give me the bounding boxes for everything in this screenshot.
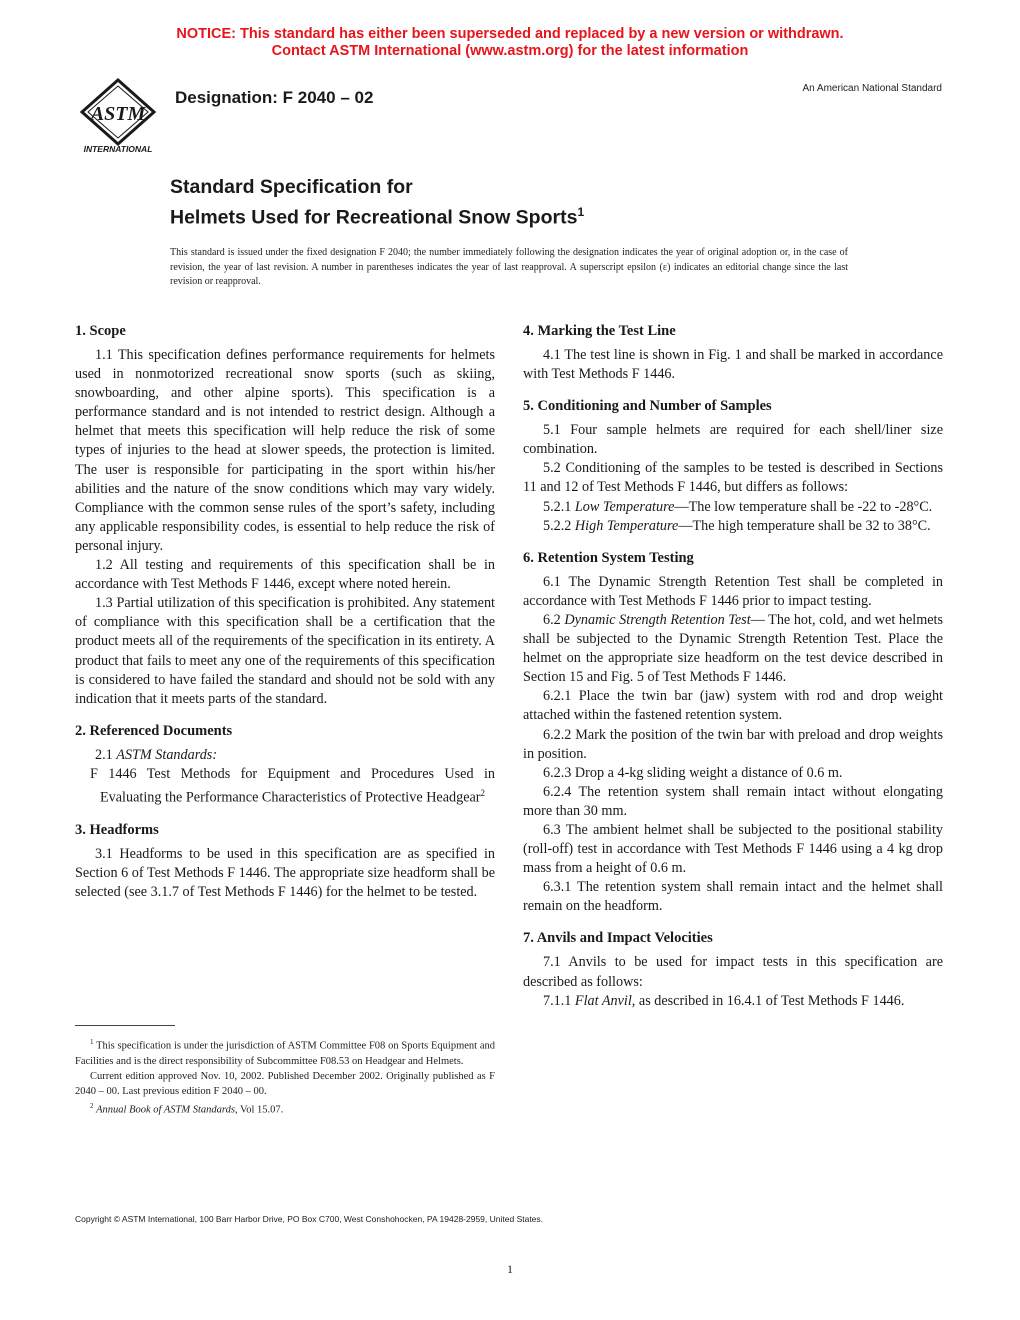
reference-f1446-text: F 1446 Test Methods for Equipment and Procedures Used in Evaluating the Performance Characteristics of Protective Headgear (90, 765, 495, 806)
paragraph-7-1: 7.1 Anvils to be used for impact tests in this specification are described as follows: (523, 954, 943, 990)
footnote-2 (75, 1099, 495, 1118)
paragraph-3-1: 3.1 Headforms to be used in this specification are as specified in Section 6 of Test Methods F 1446. The appropriate size headform shall be selected (see 3.1.7 of Test Methods F 1446) for the helmet to be tested. (75, 845, 495, 900)
paragraph-6-3: 6.3 The ambient helmet shall be subjected to the positional stability (roll-off) test in accordance with Test Methods F 1446 using a 4 kg drop mass from a height of 0.6 m. (523, 821, 943, 877)
notice-line-2: Contact ASTM International (www.astm.org) for the latest information (271, 43, 749, 59)
paragraph-4-1: 4.1 The test line is shown in Fig. 1 and shall be marked in accordance with Test Methods F 1446. (523, 347, 943, 383)
paragraph-5-2-1-title: Low Temperature (574, 498, 675, 515)
footnote-2-title: Annual Book of ASTM Standards (96, 1104, 235, 1115)
footnotes (75, 1035, 495, 1117)
copyright-line: Copyright © ASTM International, 100 Barr Harbor Drive, PO Box C700, West Conshohocken, PA 19428-2959, United States. (75, 1214, 544, 1224)
paragraph-6-2 (523, 611, 943, 687)
paragraph-6-2-1: 6.2.1 Place the twin bar (jaw) system with rod and drop weight attached within the fastened retention system. (523, 688, 943, 724)
reference-footnote-ref: 2 (480, 787, 486, 798)
paragraph-2-1 (75, 746, 495, 765)
paragraph-6-2-text: — The hot, cold, and wet helmets shall be subjected to the Dynamic Strength Retention Test. Place the helmet on the appropriate size headform on the test device described in Section 15 and Fig. 5 of Test Methods F 1446. (523, 611, 943, 686)
reference-f1446 (75, 765, 495, 808)
paragraph-6-1: 6.1 The Dynamic Strength Retention Test shall be completed in accordance with Test Methods F 1446 prior to impact testing. (523, 573, 943, 609)
footnote-2-marker: 2 (90, 1101, 94, 1110)
right-column (523, 322, 943, 1011)
astm-logo (72, 76, 164, 154)
paragraph-5-2-1-number: 5.2.1 (543, 498, 572, 515)
paragraph-7-1-1 (523, 992, 943, 1011)
paragraph-5-2-2-number: 5.2.2 (543, 517, 572, 534)
designation: Designation: F 2040 – 02 (175, 88, 374, 107)
paragraph-1-1: 1.1 This specification defines performance requirements for helmets used in nonmotorized recreational snow sports (such as skiing, snowboarding, and other alpine sports). This specification is a performance standard and is not intended to restrict design. Although a helmet that meets this specification will help reduce the risk of some types of injuries to the head at slower speeds, the protection is limited. The user is responsible for participating in the sport within his/her abilities and the nature of the snow conditions which may vary widely. Compliance with the common sense rules of the sport’s safety, including any applicable responsibility codes, is essential to help reduce the risk of personal injury. (75, 347, 495, 554)
title-line-1: Standard Specification for (170, 176, 413, 198)
paragraph-5-2-2-text: —The high temperature shall be 32 to 38°C. (678, 517, 931, 534)
section-3-heading: 3. Headforms (75, 821, 159, 838)
paragraph-5-2-2 (523, 517, 943, 536)
paragraph-6-2-2: 6.2.2 Mark the position of the twin bar with preload and drop weights in position. (523, 726, 943, 762)
paragraph-6-2-number: 6.2 (543, 611, 561, 628)
paragraph-7-1-1-number: 7.1.1 (543, 992, 572, 1009)
page-number: 1 (507, 1262, 513, 1276)
section-2-heading: 2. Referenced Documents (75, 722, 233, 739)
paragraph-6-2-3: 6.2.3 Drop a 4-kg sliding weight a distance of 0.6 m. (543, 764, 843, 781)
footnote-divider (75, 1025, 175, 1026)
paragraph-5-2-1-text: —The low temperature shall be -22 to -28°C. (674, 498, 933, 515)
notice-line-1: NOTICE: This standard has either been superseded and replaced by a new version or withdrawn. (176, 26, 844, 42)
paragraph-2-1-number: 2.1 (95, 746, 113, 763)
footnote-1 (75, 1035, 495, 1069)
footnote-1-marker: 1 (90, 1038, 94, 1046)
paragraph-6-3-1: 6.3.1 The retention system shall remain intact and the helmet shall remain on the headform. (523, 879, 943, 915)
footnote-1-text: This specification is under the jurisdiction of ASTM Committee F08 on Sports Equipment and Facilities and is the direct responsibility of Subcommittee F08.53 on Headgear and Helmets. (75, 1040, 495, 1067)
paragraph-5-2-1 (523, 498, 943, 517)
section-4-heading: 4. Marking the Test Line (523, 323, 676, 339)
paragraph-7-1-1-text: , as described in 16.4.1 of Test Methods F 1446. (631, 992, 905, 1009)
notice-banner (0, 26, 1020, 60)
section-1-heading: 1. Scope (75, 323, 126, 339)
paragraph-6-2-title: Dynamic Strength Retention Test (564, 611, 751, 628)
astm-logo-text: ASTM (90, 103, 146, 125)
paragraph-1-2: 1.2 All testing and requirements of this specification shall be in accordance with Test Methods F 1446, except where noted herein. (75, 557, 495, 593)
paragraph-5-1: 5.1 Four sample helmets are required for each shell/liner size combination. (523, 422, 943, 458)
document-title (170, 175, 584, 231)
issuance-statement: This standard is issued under the fixed designation F 2040; the number immediately following the designation indicates the year of original adoption or, in the case of revision, the year of last revision. A number in parentheses indicates the year of last reapproval. A superscript epsilon (ε) indicates an editorial change since the last revision or reapproval. (170, 247, 848, 287)
footnote-2-text: , Vol 15.07. (234, 1104, 284, 1115)
paragraph-1-3: 1.3 Partial utilization of this specification is prohibited. Any statement of compliance with this specification shall be a certification that the product meets all of the requirements of the specification in its entirety. A product that fails to meet any one of the requirements of this specification is considered to have failed the standard and should not be sold with any indication that it meets parts of the standard. (75, 595, 495, 707)
footnote-1-edition: Current edition approved Nov. 10, 2002. Published December 2002. Originally published as F 2040 – 00. Last previous edition F 2040 – 00. (75, 1070, 495, 1097)
paragraph-7-1-1-title: Flat Anvil (574, 992, 632, 1009)
section-7-heading: 7. Anvils and Impact Velocities (523, 930, 713, 947)
section-5-heading: 5. Conditioning and Number of Samples (523, 398, 772, 415)
title-line-2 (170, 200, 584, 231)
paragraph-5-2: 5.2 Conditioning of the samples to be tested is described in Sections 11 and 12 of Test Methods F 1446, but differs as follows: (523, 460, 943, 496)
astm-logo-subtext: INTERNATIONAL (83, 144, 153, 154)
title-footnote-ref: 1 (577, 205, 585, 219)
title-line-2-text: Helmets Used for Recreational Snow Sports (170, 206, 578, 229)
section-6-heading: 6. Retention System Testing (523, 549, 694, 566)
paragraph-6-2-4: 6.2.4 The retention system shall remain intact without elongating more than 30 mm. (523, 783, 943, 819)
paragraph-5-2-2-title: High Temperature (574, 517, 679, 534)
left-column (75, 322, 495, 902)
paragraph-2-1-title: ASTM Standards: (116, 746, 218, 763)
american-national-standard-label: An American National Standard (802, 83, 942, 94)
